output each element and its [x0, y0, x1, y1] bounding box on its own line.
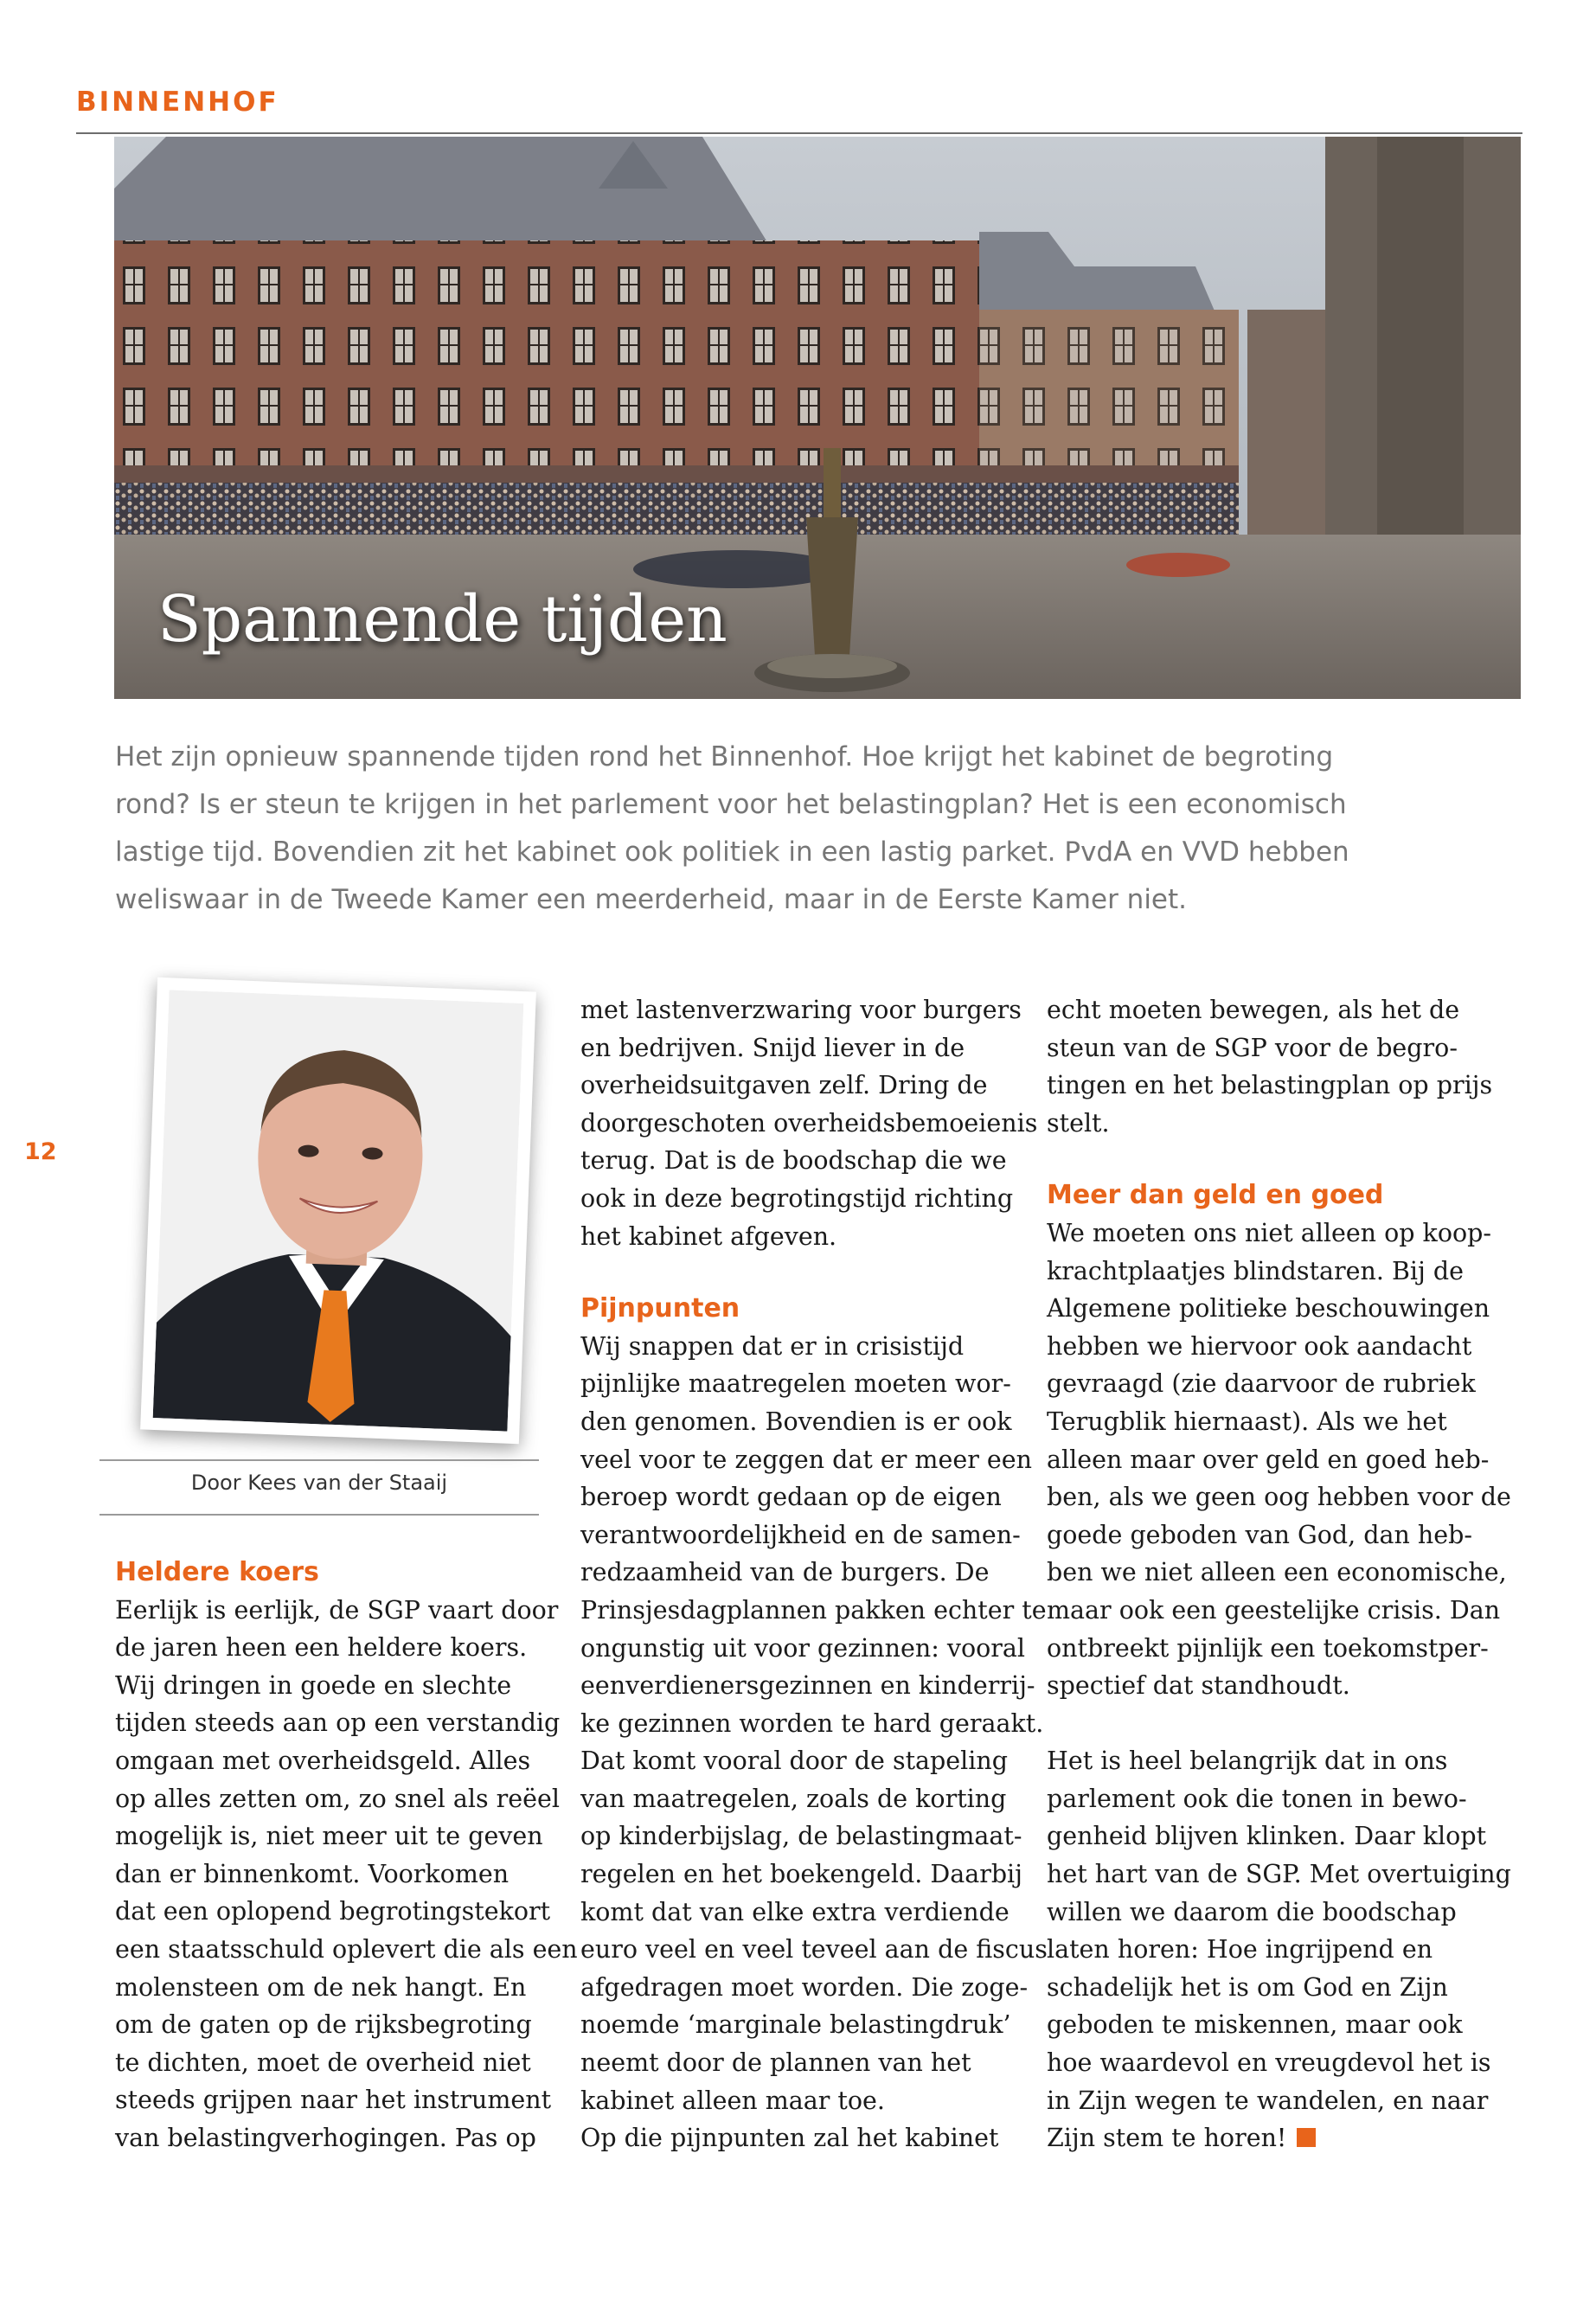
body-line: afgedragen moet worden. Die zoge- [580, 1972, 1029, 2002]
body-line-last [1047, 2119, 1511, 2157]
body-line: terug. Dat is de boodschap die we [580, 1146, 1007, 1176]
body-line: ook in deze begrotingstijd richting [580, 1183, 1014, 1213]
closing-sentence: Zijn stem te horen! [1047, 2124, 1287, 2153]
hero-image [114, 137, 1521, 699]
subheading-pijnpunten: Pijnpunten [580, 1293, 740, 1324]
end-of-article-square-icon [1297, 2128, 1316, 2147]
body-line: omgaan met overheidsgeld. Alles [115, 1746, 531, 1775]
body-line: neemt door de plannen van het [580, 2048, 971, 2078]
intro-line: Het zijn opnieuw spannende tijden rond het Binnenhof. Hoe krijgt het kabinet de begroting [115, 741, 1334, 772]
body-line: gevraagd (zie daarvoor de rubriek [1047, 1369, 1476, 1399]
article-title: Spannende tijden [157, 582, 727, 657]
paragraph-spacer [580, 1255, 1048, 1290]
body-line: laten horen: Hoe ingrijpend en [1047, 1935, 1433, 1965]
body-line: op kinderbijslag, de belastingmaat- [580, 1822, 1022, 1851]
body-line: schadelijk het is om God en Zijn [1047, 1972, 1448, 2002]
body-line: spectief dat standhoudt. [1047, 1671, 1350, 1701]
column-2 [580, 991, 1048, 2157]
body-line: van belastingverhogingen. Pas op [115, 2123, 536, 2152]
body-line: euro veel en veel teveel aan de fiscus [580, 1935, 1048, 1965]
body-line: parlement ook die tonen in bewo- [1047, 1784, 1467, 1813]
body-line: molensteen om de nek hangt. En [115, 1972, 527, 2002]
intro-line: rond? Is er steun te krijgen in het parlement voor het belastingplan? Het is een economisch [115, 789, 1347, 820]
author-byline: Door Kees van der Staaij [190, 1471, 448, 1495]
body-line: noemde ‘marginale belastingdruk’ [580, 2010, 1011, 2040]
body-line: veel voor te zeggen dat er meer een [580, 1445, 1032, 1474]
body-line: genheid blijven klinken. Daar klopt [1047, 1822, 1487, 1851]
body-line: komt dat van elke extra verdiende [580, 1897, 1010, 1926]
body-line: Eerlijk is eerlijk, de SGP vaart door [115, 1595, 559, 1625]
section-label: BINNENHOF [76, 87, 279, 118]
body-line: in Zijn wegen te wandelen, en naar [1047, 2086, 1489, 2115]
column-1 [115, 1554, 578, 2157]
body-line: den genomen. Bovendien is er ook [580, 1407, 1012, 1436]
body-line: het kabinet afgeven. [580, 1221, 837, 1251]
body-line: steun van de SGP voor de begro- [1047, 1033, 1458, 1062]
body-line: Het is heel belangrijk dat in ons [1047, 1747, 1448, 1776]
body-line: geboden te miskennen, maar ook [1047, 2010, 1463, 2040]
body-line: eenverdienersgezinnen en kinderrij- [580, 1671, 1035, 1701]
body-line: van maatregelen, zoals de korting [580, 1784, 1007, 1813]
body-line: redzaamheid van de burgers. De [580, 1558, 990, 1587]
body-line: kabinet alleen maar toe. [580, 2086, 885, 2115]
body-line: hebben we hiervoor ook aandacht [1047, 1331, 1472, 1361]
body-line: overheidsuitgaven zelf. Dring de [580, 1071, 988, 1100]
paragraph-gap [1047, 1705, 1511, 1743]
body-line: willen we daarom die boodschap [1047, 1897, 1457, 1926]
body-line: ben we niet alleen een economische, [1047, 1558, 1507, 1587]
body-line: te dichten, moet de overheid niet [115, 2048, 531, 2077]
author-portrait [153, 990, 524, 1431]
page-number: 12 [24, 1138, 57, 1165]
body-line: maar ook een geestelijke crisis. Dan [1047, 1595, 1501, 1625]
body-line: een staatsschuld oplevert die als een [115, 1934, 578, 1964]
column-3 [1047, 991, 1511, 2157]
body-line: Algemene politieke beschouwingen [1047, 1294, 1490, 1324]
body-line: goede geboden van God, dan heb- [1047, 1520, 1473, 1549]
header-rule [76, 132, 1522, 134]
body-line: hoe waardevol en vreugdevol het is [1047, 2048, 1491, 2078]
body-line: het hart van de SGP. Met overtuiging [1047, 1860, 1511, 1889]
body-line: Op die pijnpunten zal het kabinet [580, 2124, 999, 2153]
body-line: ke gezinnen worden te hard geraakt. [580, 1708, 1044, 1738]
body-line: Terugblik hiernaast). Als we het [1047, 1407, 1447, 1436]
body-line: pijnlijke maatregelen moeten wor- [580, 1369, 1011, 1399]
body-line: de jaren heen een heldere koers. [115, 1633, 528, 1663]
body-line: regelen en het boekengeld. Daarbij [580, 1860, 1023, 1889]
body-line: met lastenverzwaring voor burgers [580, 996, 1022, 1024]
subheading-meer-dan-geld: Meer dan geld en goed [1047, 1180, 1384, 1211]
intro-line: weliswaar in de Tweede Kamer een meerderheid, maar in de Eerste Kamer niet. [115, 884, 1188, 915]
body-line: ben, als we geen oog hebben voor de [1047, 1483, 1511, 1512]
body-line: Wij dringen in goede en slechte [115, 1670, 512, 1700]
author-photo [140, 977, 536, 1444]
body-line: ontbreekt pijnlijk een toekomstper- [1047, 1633, 1489, 1663]
byline-rule-bottom [99, 1514, 539, 1516]
intro-paragraph [115, 734, 1349, 924]
body-line: ongunstig uit voor gezinnen: vooral [580, 1633, 1026, 1663]
body-line: tingen en het belastingplan op prijs [1047, 1071, 1493, 1100]
body-line: en bedrijven. Snijd liever in de [580, 1033, 965, 1062]
body-line: Prinsjesdagplannen pakken echter te [580, 1595, 1047, 1625]
body-line: dan er binnenkomt. Voorkomen [115, 1859, 510, 1888]
body-line: krachtplaatjes blindstaren. Bij de [1047, 1256, 1465, 1285]
body-line: tijden steeds aan op een verstandig [115, 1708, 561, 1738]
intro-line: lastige tijd. Bovendien zit het kabinet ook politiek in een lastig parket. PvdA en VVD hebben [115, 836, 1349, 868]
body-line: stelt. [1047, 1108, 1110, 1138]
body-line: Wij snappen dat er in crisistijd [580, 1331, 965, 1361]
paragraph-spacer [1047, 1142, 1511, 1176]
body-line: doorgeschoten overheidsbemoeienis [580, 1108, 1038, 1138]
body-line: Dat komt vooral door de stapeling [580, 1747, 1008, 1776]
body-line: om de gaten op de rijksbegroting [115, 2010, 532, 2040]
body-line: mogelijk is, niet meer uit te geven [115, 1822, 543, 1851]
body-line: beroep wordt gedaan op de eigen [580, 1483, 1002, 1512]
subheading-heldere-koers: Heldere koers [115, 1557, 319, 1587]
body-line: echt moeten bewegen, als het de [1047, 996, 1460, 1024]
body-line: alleen maar over geld en goed heb- [1047, 1445, 1490, 1474]
body-line: We moeten ons niet alleen op koop- [1047, 1218, 1492, 1247]
body-line: op alles zetten om, zo snel als reëel [115, 1784, 560, 1813]
body-line: verantwoordelijkheid en de samen- [580, 1520, 1021, 1549]
body-line: dat een oplopend begrotingstekort [115, 1897, 551, 1926]
byline-rule-top [99, 1459, 539, 1461]
body-line: steeds grijpen naar het instrument [115, 2086, 552, 2115]
